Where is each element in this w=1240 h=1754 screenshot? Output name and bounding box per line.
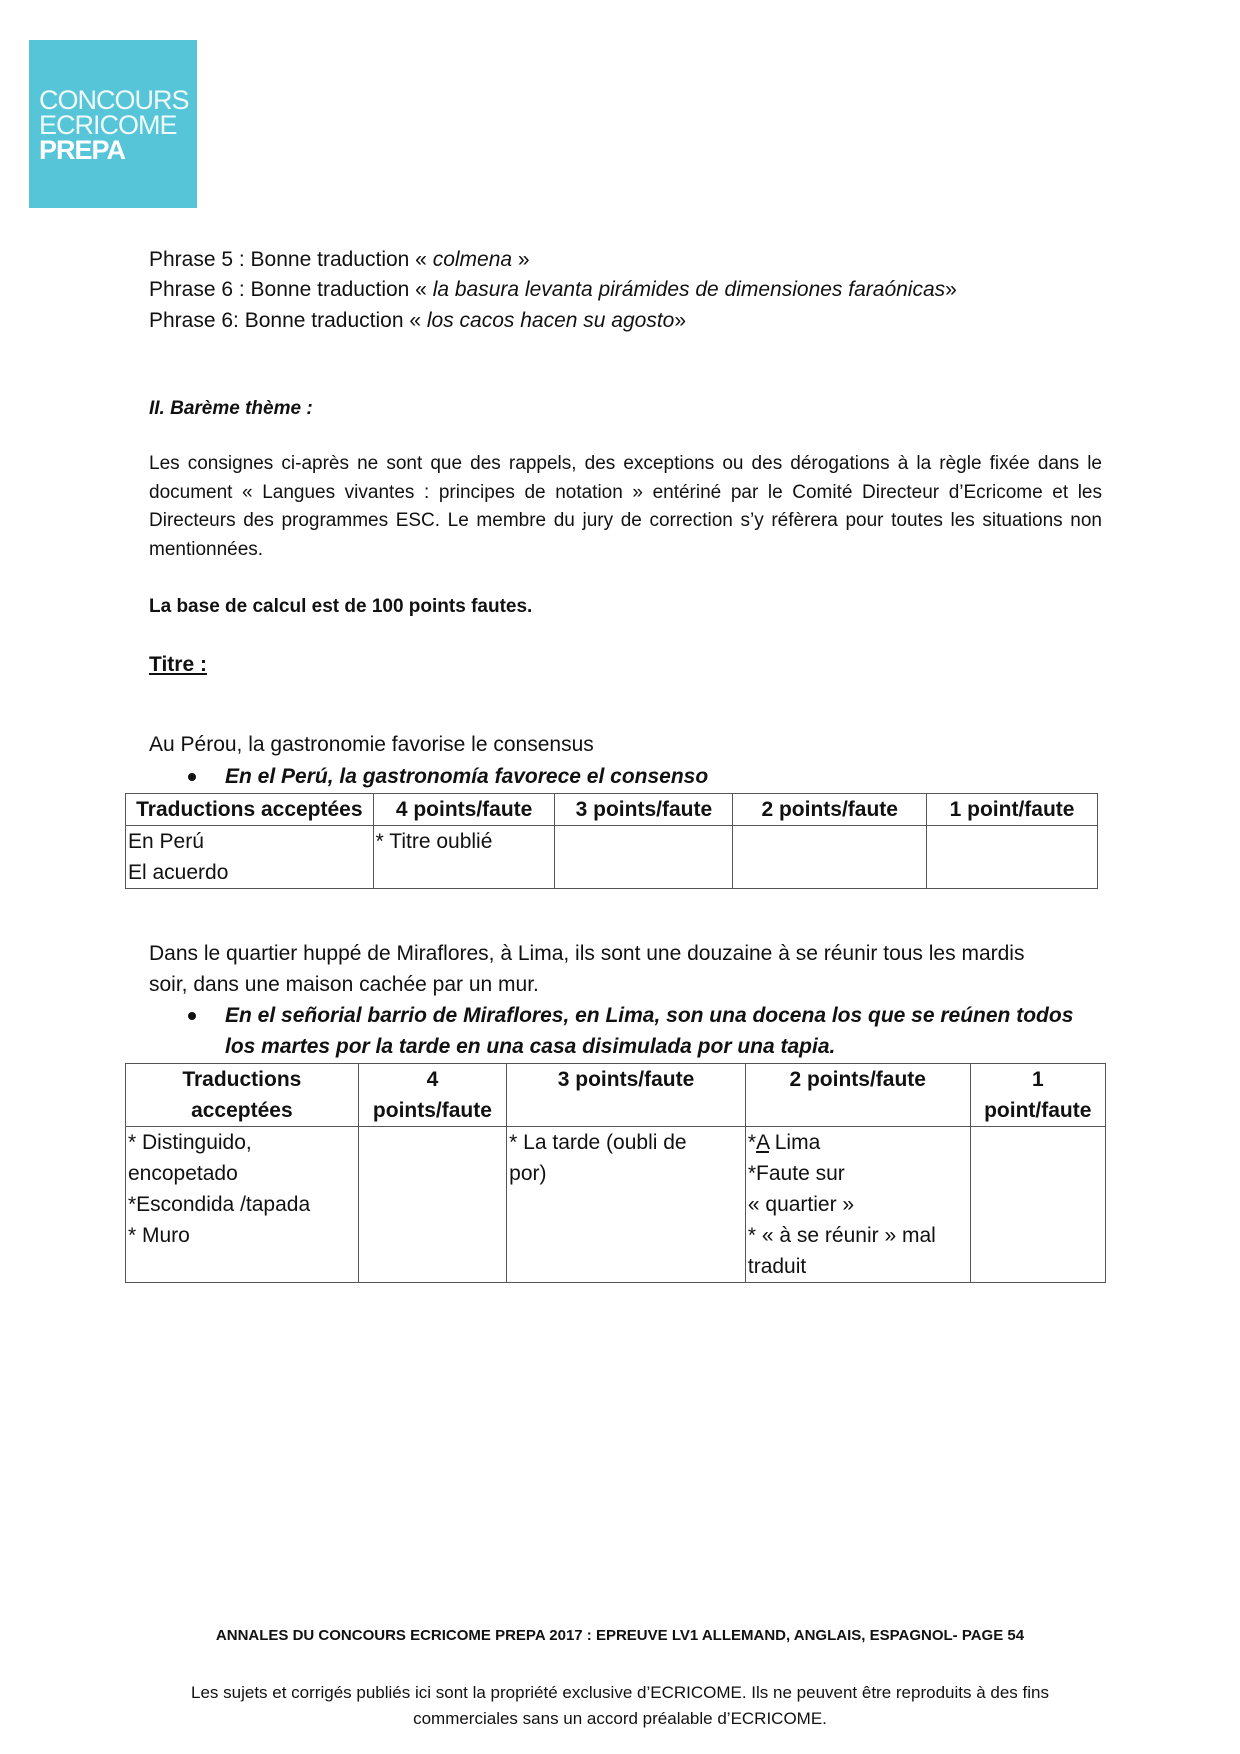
cell-4-points xyxy=(373,826,555,889)
ecricome-logo xyxy=(29,40,197,208)
cell-line: * Muro xyxy=(128,1224,190,1247)
block2-translation-line2: los martes por la tarde en una casa disimulada por una tapia. xyxy=(225,1035,836,1058)
bullet-dot xyxy=(188,773,196,781)
block2-source-line2: soir, dans une maison cachée par un mur. xyxy=(149,973,539,996)
table-header-row xyxy=(126,794,1098,826)
header-3-points: 3 points/faute xyxy=(555,794,733,826)
header-4-points xyxy=(358,1064,506,1127)
cell-line: * Titre oublié xyxy=(375,830,493,853)
cell-2-points xyxy=(745,1127,970,1283)
header-traductions xyxy=(126,1064,359,1127)
phrase-italic: colmena xyxy=(432,248,513,271)
cell-accepted xyxy=(126,826,374,889)
header-line: point/faute xyxy=(984,1099,1092,1122)
header-1-point xyxy=(970,1064,1105,1127)
phrase-6a xyxy=(149,274,957,305)
logo-line-prepa: PREPA xyxy=(39,135,126,165)
logo-line-ecricome: ECRICOME xyxy=(39,110,177,140)
phrase-suffix: » xyxy=(945,278,957,301)
header-2-points xyxy=(745,1064,970,1127)
phrase-prefix: Phrase 6: Bonne traduction « xyxy=(149,309,427,332)
header-4-points: 4 points/faute xyxy=(373,794,555,826)
header-line: 2 points/faute xyxy=(789,1068,926,1091)
cell-text-underlined: A xyxy=(756,1131,769,1154)
cell-line: El acuerdo xyxy=(128,861,229,884)
cell-1-point xyxy=(970,1127,1105,1283)
header-3-points xyxy=(507,1064,746,1127)
block2-table xyxy=(125,1063,1106,1283)
cell-line: *Escondida /tapada xyxy=(128,1193,311,1216)
cell-accepted xyxy=(126,1127,359,1283)
footer-title: ANNALES DU CONCOURS ECRICOME PREPA 2017 : EPREUVE LV1 ALLEMAND, ANGLAIS, ESPAGNOL- PAGE 54 xyxy=(215,1627,1025,1644)
cell-line: encopetado xyxy=(128,1162,238,1185)
phrase-5 xyxy=(149,244,530,275)
bullet-dot xyxy=(188,1012,196,1020)
cell-4-points xyxy=(358,1127,506,1283)
cell-line: *Faute sur xyxy=(747,1162,845,1185)
block1-source: Au Pérou, la gastronomie favorise le consensus xyxy=(149,733,594,756)
cell-line: * La tarde (oubli de xyxy=(509,1131,687,1154)
table-header-row xyxy=(126,1064,1106,1127)
base-calcul: La base de calcul est de 100 points fautes. xyxy=(149,596,533,617)
header-line: points/faute xyxy=(372,1099,492,1122)
cell-3-points xyxy=(507,1127,746,1283)
block1-translation-bullet xyxy=(188,761,1088,792)
section-heading: II. Barème thème : xyxy=(149,398,313,419)
cell-2-points xyxy=(733,826,927,889)
phrase-italic: los cacos hacen su agosto xyxy=(426,309,675,332)
block2-source-line1: Dans le quartier huppé de Miraflores, à Lima, ils sont une douzaine à se réunir tous les mardis xyxy=(149,942,1025,965)
phrase-italic: la basura levanta pirámides de dimensiones faraónicas xyxy=(432,278,946,301)
cell-text: Lima xyxy=(768,1131,821,1154)
header-line: acceptées xyxy=(191,1099,293,1122)
phrase-suffix: » xyxy=(512,248,530,271)
cell-line: « quartier » xyxy=(747,1193,855,1216)
block1-translation: En el Perú, la gastronomía favorece el consenso xyxy=(225,765,709,788)
logo-line-concours: CONCOURS xyxy=(39,85,189,115)
cell-line: * « à se réunir » mal xyxy=(747,1224,936,1247)
logo-text xyxy=(39,85,199,165)
header-traductions: Traductions acceptées xyxy=(126,794,374,826)
block2-translation-line1: En el señorial barrio de Miraflores, en Lima, son una docena los que se reúnen todos xyxy=(225,1004,1074,1027)
table-row xyxy=(126,1127,1106,1283)
cell-line: En Perú xyxy=(128,830,204,853)
cell-3-points xyxy=(555,826,733,889)
phrase-prefix: Phrase 6 : Bonne traduction « xyxy=(149,278,433,301)
titre-label: Titre : xyxy=(149,653,207,676)
cell-line: por) xyxy=(509,1162,547,1185)
cell-line: * Distinguido, xyxy=(128,1131,252,1154)
header-line: 1 xyxy=(1031,1068,1044,1091)
header-line: 4 xyxy=(426,1068,439,1091)
cell-line: traduit xyxy=(747,1255,807,1278)
block2-translation-bullet xyxy=(188,1000,1108,1062)
table-row xyxy=(126,826,1098,889)
cell-1-point xyxy=(927,826,1098,889)
footer-notice: Les sujets et corrigés publiés ici sont la propriété exclusive d’ECRICOME. Ils ne peuvent être reproduits à des fins commerciales sans un accord préalable d’ECRICOME. xyxy=(191,1683,1049,1728)
phrase-6b xyxy=(149,305,686,336)
header-1-point: 1 point/faute xyxy=(927,794,1098,826)
header-line: 3 points/faute xyxy=(557,1068,695,1091)
header-line: Traductions xyxy=(182,1068,302,1091)
intro-paragraph: Les consignes ci-après ne sont que des rappels, des exceptions ou des dérogations à la règle fixée dans le document « Langues vivantes : principes de notation » entériné par le Comité Directeur d’Ecricome et les Directeurs des programmes ESC. Le membre du jury de correction s’y réfèrera pour toutes les situations non mentionnées. xyxy=(149,453,1102,560)
cell-line xyxy=(748,1127,968,1158)
phrase-prefix: Phrase 5 : Bonne traduction « xyxy=(149,248,433,271)
phrase-suffix: » xyxy=(674,309,687,332)
cell-text: * xyxy=(747,1131,757,1154)
block1-table xyxy=(125,793,1098,889)
header-2-points: 2 points/faute xyxy=(733,794,927,826)
